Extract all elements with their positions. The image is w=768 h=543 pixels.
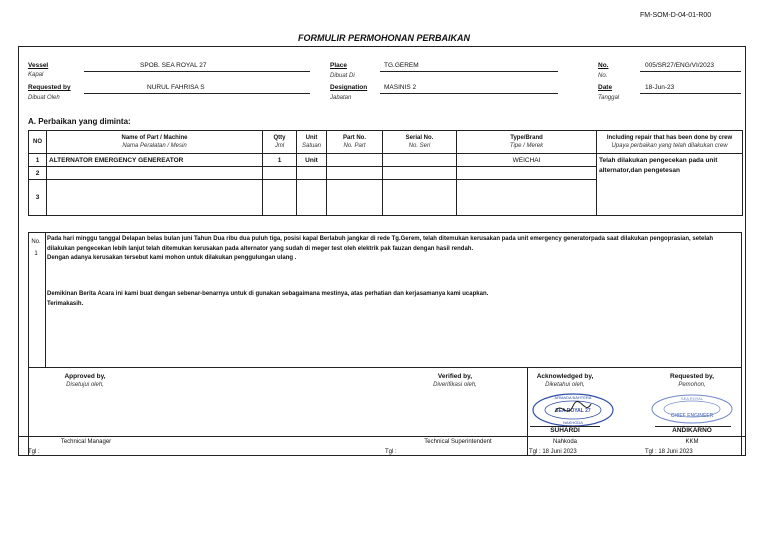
vessel-label: Vessel bbox=[28, 62, 49, 69]
col-name-header: Name of Part / Machine Nama Peralatan / Mesin bbox=[47, 131, 263, 154]
description-para-2: Dengan adanya kerusakan tersebut kami mohon untuk dilakukan penggulungan ulang . bbox=[47, 255, 297, 261]
date-label: Date bbox=[598, 84, 613, 91]
row-unit: Unit bbox=[297, 154, 327, 167]
designation-underline bbox=[380, 93, 558, 94]
row-type bbox=[457, 180, 597, 216]
col-no-header: NO bbox=[29, 131, 47, 154]
acknowledged-name: SUHARDI bbox=[550, 427, 580, 434]
acknowledged-subheading: Diketahui oleh, bbox=[545, 382, 585, 388]
signature-role-line bbox=[18, 436, 746, 437]
closing-line-2: Terimakasih. bbox=[47, 300, 84, 307]
form-title: FORMULIR PERMOHONAN PERBAIKAN bbox=[298, 33, 470, 43]
date-sublabel: Tanggal bbox=[598, 95, 620, 101]
col-unit-header: Unit Satuan bbox=[297, 131, 327, 154]
repair-items-table bbox=[28, 130, 743, 216]
engineer-stamp-icon bbox=[645, 392, 739, 426]
place-underline bbox=[380, 71, 558, 72]
row-part bbox=[327, 180, 383, 216]
col-type-header: Type/Brand Tipe / Merek bbox=[457, 131, 597, 154]
row-part bbox=[327, 167, 383, 180]
row-unit bbox=[297, 180, 327, 216]
table-header-row bbox=[29, 131, 743, 154]
col-qty-header: Qtty Jml bbox=[263, 131, 297, 154]
row-name bbox=[47, 180, 263, 216]
row-serial bbox=[383, 167, 457, 180]
no-sublabel: No. bbox=[598, 73, 608, 79]
row-no: 1 bbox=[29, 154, 47, 167]
row-qty: 1 bbox=[263, 154, 297, 167]
acknowledged-heading: Acknowledged by, bbox=[536, 373, 594, 380]
date-underline bbox=[640, 93, 741, 94]
row-no: 3 bbox=[29, 180, 47, 216]
table-row bbox=[29, 154, 743, 167]
row-serial bbox=[383, 180, 457, 216]
date-value: 18-Jun-23 bbox=[645, 84, 675, 91]
vessel-sublabel: Kapal bbox=[28, 72, 44, 78]
designation-value: MASINIS 2 bbox=[384, 84, 417, 91]
stamp-top-text: SEA ROYAL bbox=[680, 396, 704, 401]
description-no-label: No. bbox=[31, 239, 41, 245]
description-no-value: 1 bbox=[34, 251, 38, 257]
closing-line-1: Demikinan Berita Acara ini kami buat dengan sebenar-benarnya untuk di gunakan sebagaimana mestinya, atas perhatian dan kerjasamanya kami ucapkan. bbox=[47, 291, 489, 297]
requested-role: KKM bbox=[685, 439, 699, 445]
stamp-top-text: ARMADA BAHTERA bbox=[554, 395, 592, 400]
crew-note: Telah dilakukan pengecekan pada unit alternator,dan pengetesan bbox=[599, 157, 718, 174]
col-crew-header: Including repair that has been done by crew Upaya perbaikan yang telah dilakukan crew bbox=[597, 131, 743, 154]
verified-subheading: Diverifikasi oleh, bbox=[433, 382, 477, 388]
form-code: FM-SOM-D-04-01-R00 bbox=[640, 12, 712, 19]
description-text bbox=[47, 235, 737, 264]
requested-label: Requested by bbox=[28, 84, 71, 91]
place-value: TG.GEREM bbox=[384, 62, 419, 69]
row-unit bbox=[297, 167, 327, 180]
col-part-header: Part No. No. Part bbox=[327, 131, 383, 154]
row-qty bbox=[263, 167, 297, 180]
approved-date: Tgl : bbox=[28, 449, 40, 455]
no-label: No. bbox=[598, 62, 609, 69]
place-label: Place bbox=[330, 62, 347, 69]
description-divider bbox=[45, 232, 46, 368]
stamp-bottom-text: NAKHODA bbox=[563, 420, 583, 425]
approved-role: Technical Manager bbox=[60, 439, 112, 445]
requested-name: ANDIKARNO bbox=[672, 427, 712, 434]
approved-subheading: Disetujui oleh, bbox=[66, 382, 104, 388]
verified-heading: Verified by, bbox=[437, 373, 473, 380]
designation-label: Designation bbox=[330, 84, 368, 91]
requested-date: Tgl : 18 Juni 2023 bbox=[645, 449, 693, 455]
vessel-value: SPOB. SEA ROYAL 27 bbox=[140, 62, 207, 69]
verified-role: Technical Superintendent bbox=[424, 439, 492, 445]
designation-sublabel: Jabatan bbox=[330, 95, 352, 101]
acknowledged-date: Tgl : 18 Juni 2023 bbox=[529, 449, 577, 455]
approved-heading: Approved by, bbox=[64, 373, 106, 380]
col-serial-header: Serial No. No. Seri bbox=[383, 131, 457, 154]
place-sublabel: Dibuat Di bbox=[330, 73, 355, 79]
row-qty bbox=[263, 180, 297, 216]
row-no: 2 bbox=[29, 167, 47, 180]
row-name: ALTERNATOR EMERGENCY GENEREATOR bbox=[47, 154, 263, 167]
requested-subheading: Pemohon, bbox=[678, 382, 706, 388]
crew-note-cell bbox=[597, 154, 743, 216]
row-part bbox=[327, 154, 383, 167]
captain-stamp-icon bbox=[527, 390, 619, 430]
stamp-mid-text: SEA ROYAL 27 bbox=[555, 408, 591, 414]
no-value: 005/SR27/ENG/VI/2023 bbox=[645, 62, 715, 69]
row-type: WEICHAI bbox=[457, 154, 597, 167]
requested-heading: Requested by, bbox=[670, 373, 714, 380]
acknowledged-role: Nahkoda bbox=[552, 439, 578, 445]
requested-underline bbox=[84, 93, 310, 94]
row-name bbox=[47, 167, 263, 180]
section-a-title: A. Perbaikan yang diminta: bbox=[28, 117, 131, 126]
requested-sublabel: Dibuat Oleh bbox=[28, 95, 60, 101]
description-no bbox=[28, 236, 44, 260]
vessel-underline bbox=[84, 71, 310, 72]
description-para-1: Pada hari minggu tanggal Delapan belas bulan juni Tahun Dua ribu dua puluh tiga, posisi kapal Berlabuh jangkar di rede Tg.Gerem, telah ditemukan kerusakan pada unit emergency generatorpada saat dilakukan pengoprasian, setelah dilakukan pengecekan lebih lanjut telah ditemukan kerusakan pada alternator yang sudah di meger test oleh elektrik pak fauzan dengan hasil rendah. bbox=[47, 236, 714, 252]
verified-date: Tgl : bbox=[385, 449, 397, 455]
row-serial bbox=[383, 154, 457, 167]
requested-value: NURUL FAHRISA S bbox=[147, 84, 205, 91]
description-closing bbox=[47, 290, 737, 309]
row-type bbox=[457, 167, 597, 180]
no-underline bbox=[640, 71, 741, 72]
stamp-mid-text: CHIEF ENGINEER bbox=[670, 413, 714, 419]
